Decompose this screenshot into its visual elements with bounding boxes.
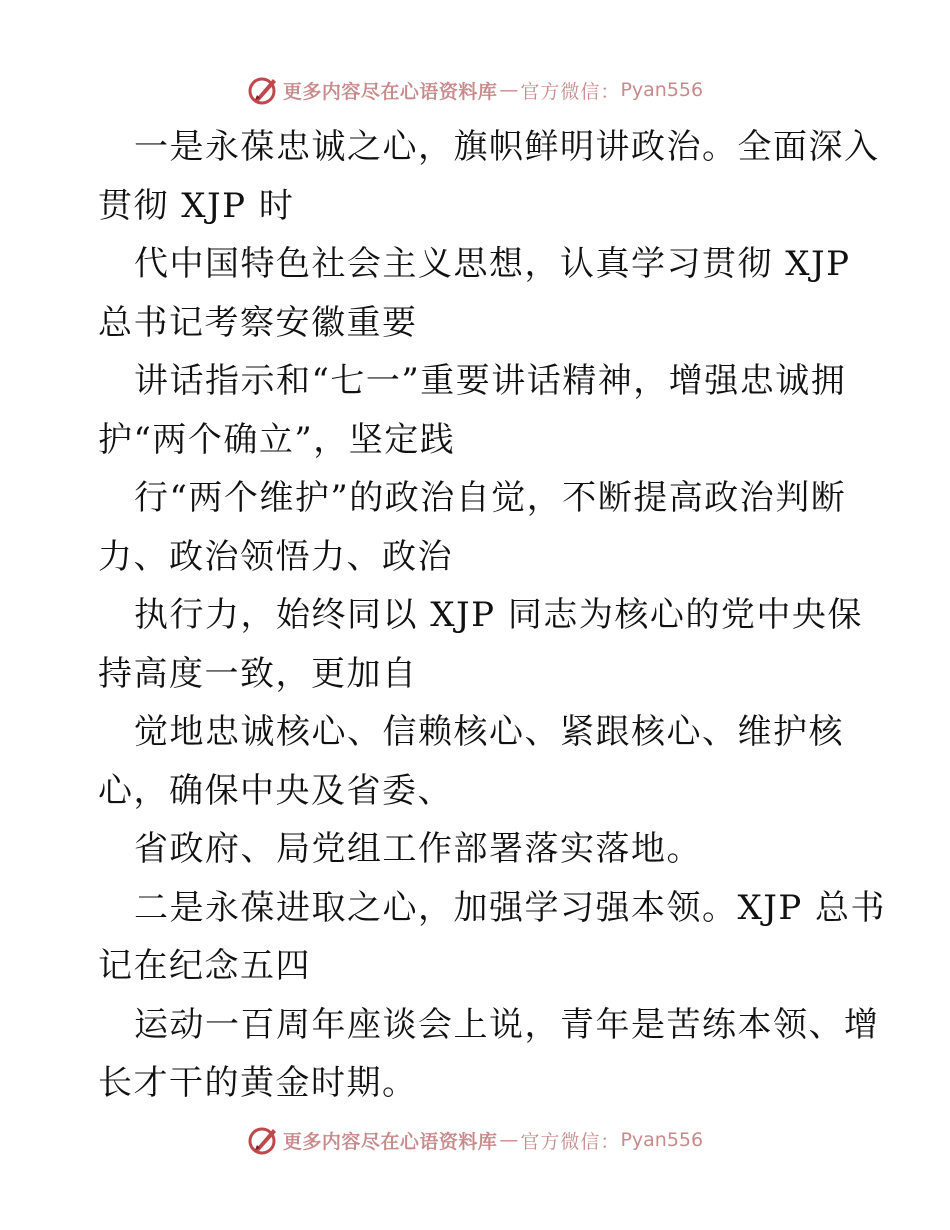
text-line: 代中国特色社会主义思想，认真学习贯彻 XJP — [134, 244, 851, 284]
text-line: 长才干的黄金时期。 — [98, 1063, 418, 1103]
watermark-wechat-label: 官方微信： — [520, 1130, 621, 1153]
text-line: 一是永葆忠诚之心，旗帜鲜明讲政治。全面深入 — [134, 127, 880, 167]
text-line: 执行力，始终同以 XJP 同志为核心的党中央保 — [134, 595, 863, 635]
watermark-site-name: 更多内容尽在心语资料库 — [282, 80, 498, 103]
text-line: 心，确保中央及省委、 — [98, 770, 453, 811]
text-line: 讲话指示和“七一”重要讲话精神，增强忠诚拥 — [134, 361, 847, 401]
header-watermark — [0, 70, 950, 110]
text-line: 持高度一致，更加自 — [98, 653, 418, 694]
document-body — [98, 118, 887, 1113]
text-line: 运动一百周年座谈会上说，青年是苦练本领、增 — [134, 1004, 880, 1045]
text-line: 总书记考察安徽重要 — [98, 302, 418, 343]
text-line: 记在纪念五四 — [98, 946, 311, 986]
text-line: 力、政治领悟力、政治 — [98, 536, 453, 577]
text-line: 贯彻 XJP 时 — [98, 185, 295, 226]
footer-watermark — [0, 1120, 950, 1160]
watermark-wechat-id: Pyan556 — [620, 79, 704, 101]
watermark-wechat-label: 官方微信： — [520, 80, 621, 103]
watermark-wechat-id: Pyan556 — [620, 1129, 704, 1151]
watermark-separator: — — [499, 79, 519, 101]
quill-logo-icon — [247, 1124, 279, 1156]
watermark-site-name: 更多内容尽在心语资料库 — [282, 1130, 498, 1153]
text-line: 二是永葆进取之心，加强学习强本领。XJP 总书 — [134, 887, 887, 928]
text-line: 护“两个确立”，坚定践 — [98, 419, 456, 460]
text-line: 行“两个维护”的政治自觉，不断提高政治判断 — [134, 478, 847, 518]
quill-logo-icon — [247, 74, 279, 106]
watermark-separator: — — [499, 1129, 519, 1151]
text-line: 觉地忠诚核心、信赖核心、紧跟核心、维护核 — [134, 712, 844, 752]
text-line: 省政府、局党组工作部署落实落地。 — [134, 829, 702, 869]
